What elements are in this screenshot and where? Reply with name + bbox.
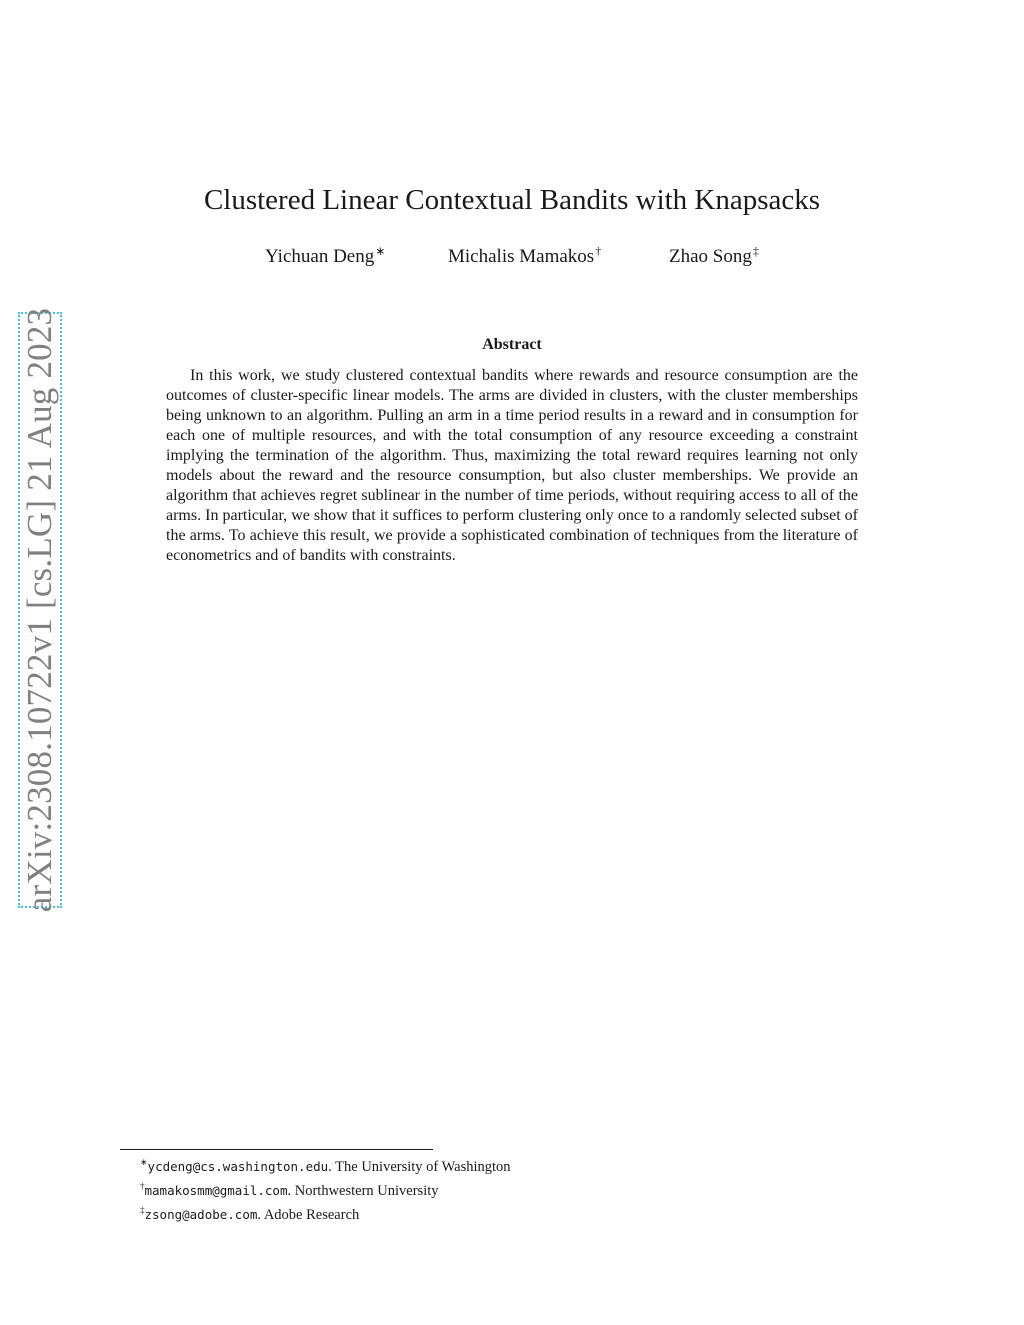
author-1-mark: ∗ <box>375 244 386 258</box>
footnote-1-mark: ∗ <box>140 1157 148 1167</box>
abstract-heading: Abstract <box>482 336 542 353</box>
footnote-1-email: ycdeng@cs.washington.edu <box>147 1159 329 1174</box>
author-2-name: Michalis Mamakos <box>448 246 595 267</box>
footnote-1 <box>140 1153 740 1177</box>
footnote-2-email: mamakosmm@gmail.com <box>144 1183 288 1198</box>
author-3-name: Zhao Song <box>669 246 752 267</box>
paper-title: Clustered Linear Contextual Bandits with Knapsacks <box>203 184 821 216</box>
abstract-body: In this work, we study clustered contextual bandits where rewards and resource consumption are the outcomes of cluster-specific linear models. The arms are divided in clusters, with the cluster memberships being unknown to an algorithm. Pulling an arm in a time period results in a reward and in consumption for each one of multiple resources, and with the total consumption of any resource exceeding a constraint implying the termination of the algorithm. Thus, maximizing the total reward requires learning not only models about the reward and the resource consumption, but also cluster memberships. We provide an algorithm that achieves regret sublinear in the number of time periods, without requiring access to all of the arms. In particular, we show that it suffices to perform clustering only once to a randomly selected subset of the arms. To achieve this result, we provide a sophisticated combination of techniques from the literature of econometrics and of bandits with constraints. <box>166 367 858 564</box>
footnote-2 <box>140 1177 740 1201</box>
footnote-3-email: zsong@adobe.com <box>144 1207 258 1222</box>
author-1 <box>265 244 385 268</box>
footnotes <box>140 1153 740 1225</box>
author-list <box>0 244 1024 274</box>
footnote-3-mark: ‡ <box>140 1205 145 1215</box>
footnote-2-mark: † <box>140 1181 145 1191</box>
footnote-2-affiliation: . Northwestern University <box>287 1183 439 1199</box>
author-1-name: Yichuan Deng <box>265 246 375 267</box>
footnote-divider <box>120 1149 433 1150</box>
footnote-1-affiliation: . The University of Washington <box>328 1159 511 1175</box>
author-3 <box>669 244 759 268</box>
footnote-3-affiliation: . Adobe Research <box>257 1207 360 1223</box>
arxiv-identifier-text: arXiv:2308.10722v1 [cs.LG] 21 Aug 2023 <box>20 307 59 913</box>
author-3-mark: ‡ <box>752 244 759 258</box>
footnote-3 <box>140 1201 740 1225</box>
author-2-mark: † <box>595 244 602 258</box>
arxiv-identifier-stamp <box>18 307 62 913</box>
author-2 <box>448 244 601 268</box>
